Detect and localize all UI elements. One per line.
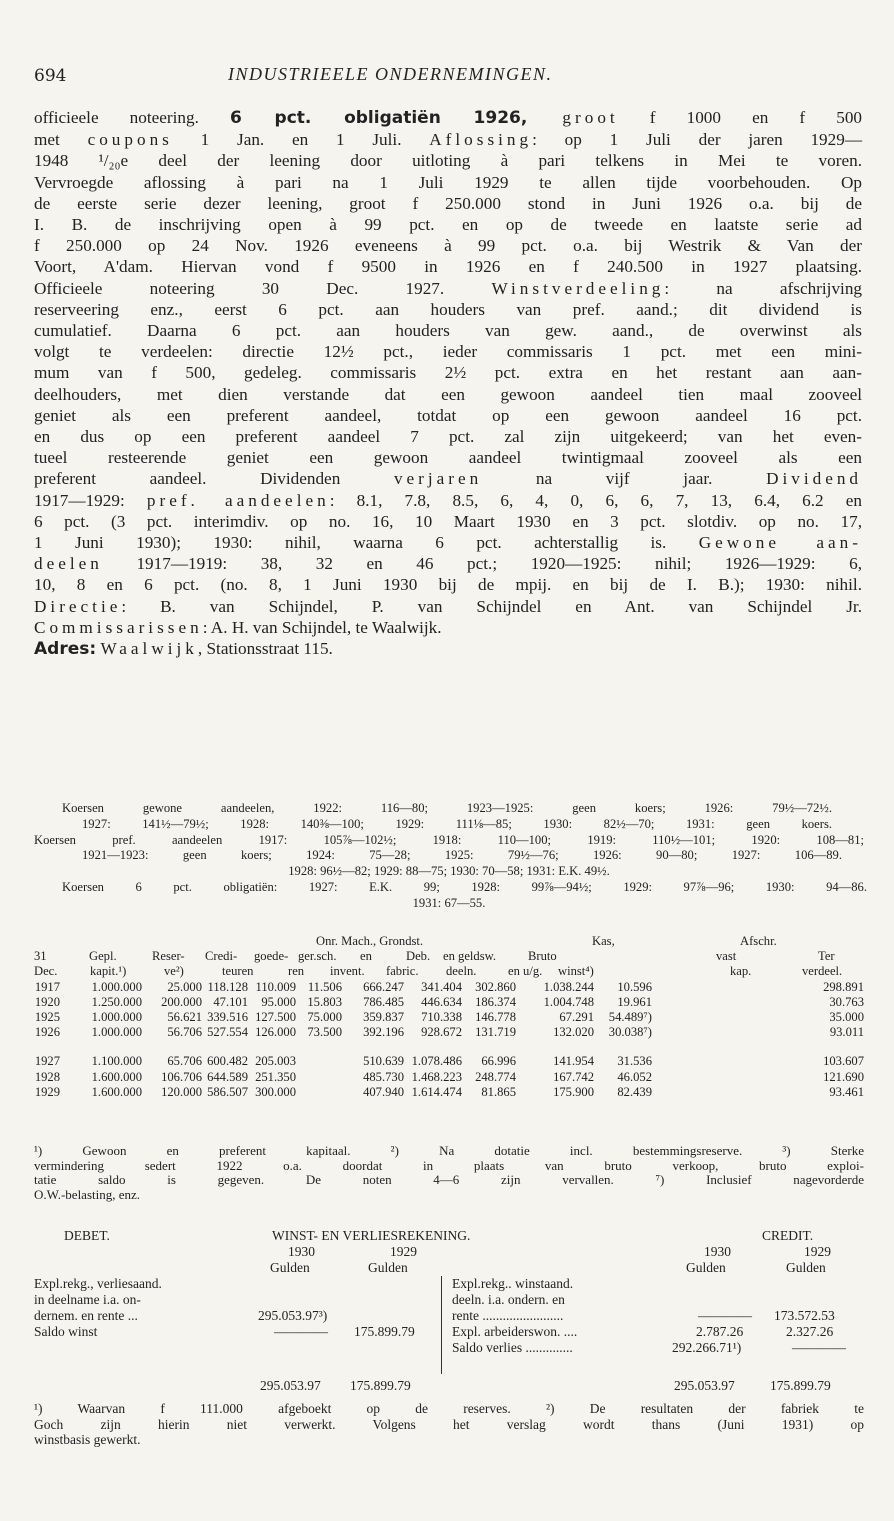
table-cell: 1.000.000 bbox=[91, 1025, 142, 1040]
table-cell: 248.774 bbox=[475, 1069, 516, 1084]
table-cell: 1917 bbox=[34, 979, 60, 994]
table-cell: 1.250.000 bbox=[91, 994, 142, 1009]
table-cell: 1920 bbox=[34, 994, 60, 1009]
table-cell: 298.891 bbox=[823, 979, 864, 994]
credit-value: 2.327.26 bbox=[786, 1324, 834, 1339]
text: 1917—1919: 38, 32 en 46 pct.; 1920—1925: nihil; 1926—1929: 6, bbox=[136, 554, 862, 574]
text: Commissarissen bbox=[34, 617, 203, 637]
koersen-line: 1928: 96½—82; 1929: 88—75; 1930: 70—58; 1931: E.K. 49½. bbox=[288, 864, 610, 879]
table-header-cell: Ter bbox=[818, 949, 835, 964]
table-cell: 131.719 bbox=[475, 1025, 516, 1040]
table-cell: 392.196 bbox=[363, 1025, 404, 1040]
unit-heading: Gulden bbox=[786, 1260, 826, 1275]
year-heading: 1929 bbox=[390, 1244, 417, 1259]
table-cell: 56.621 bbox=[167, 1009, 202, 1024]
table-cell: 446.634 bbox=[421, 994, 462, 1009]
body-line: reserveering enz., eerst 6 pct. aan houders van pref. aand.; dit dividend is bbox=[34, 299, 862, 319]
page-number: 694 bbox=[34, 66, 67, 86]
table-cell: 73.500 bbox=[307, 1025, 342, 1040]
body-line: mum van f 500, gedeleg. commissaris 2½ pct. extra en het restant aan aan- bbox=[34, 363, 862, 383]
text: : na afschrijving bbox=[664, 278, 863, 298]
table-header-row bbox=[34, 934, 864, 949]
text: Dividend bbox=[766, 469, 863, 489]
table-cell: 121.690 bbox=[823, 1069, 864, 1084]
body-line: 10, 8 en 6 pct. (no. 8, 1 Juni 1930 bij de mpij. en bij de I. B.); 1930: nihil. bbox=[34, 575, 862, 595]
year-heading: 1930 bbox=[704, 1244, 731, 1259]
statement-title: WINST- EN VERLIESREKENING. bbox=[272, 1228, 471, 1243]
table-cell: 127.500 bbox=[255, 1009, 296, 1024]
table-cell: 527.554 bbox=[207, 1025, 248, 1040]
credit-item: Expl. arbeiderswon. .... bbox=[452, 1324, 578, 1339]
text: 1917—1929: bbox=[34, 490, 125, 510]
text: Officieele noteering 30 Dec. 1927. bbox=[34, 278, 445, 298]
table-header-cell: teuren bbox=[222, 964, 254, 979]
table-cell: 132.020 bbox=[553, 1025, 594, 1040]
table-cell: 54.489⁷) bbox=[608, 1009, 652, 1024]
table-cell: 35.000 bbox=[829, 1009, 864, 1024]
text: : 8.1, 7.8, 8.5, 6, 4, 0, 6, 6, 7, 13, 6.4, 6.2 en bbox=[329, 490, 863, 510]
table-cell: 1928 bbox=[34, 1069, 60, 1084]
table-cell: 485.730 bbox=[363, 1069, 404, 1084]
table-cell: 82.439 bbox=[617, 1084, 652, 1099]
text: 1 Jan. en 1 Juli. bbox=[200, 130, 402, 150]
table-cell: 81.865 bbox=[481, 1084, 516, 1099]
body-line bbox=[34, 596, 862, 617]
table-cell: 19.961 bbox=[617, 994, 652, 1009]
table-cell: 25.000 bbox=[167, 979, 202, 994]
table-cell: 175.900 bbox=[553, 1084, 594, 1099]
table-row bbox=[34, 1010, 864, 1025]
unit-heading: Gulden bbox=[368, 1260, 408, 1275]
credit-item: rente ........................ bbox=[452, 1308, 564, 1323]
koersen-line: 1927: 141½—79½; 1928: 140⅜—100; 1929: 111⅛—85; 1930: 82½—70; 1931: geen koers. bbox=[82, 816, 832, 831]
body-line: cumulatief. Daarna 6 pct. aan houders van gew. aand., de overwinst als bbox=[34, 321, 862, 341]
unit-heading: Gulden bbox=[270, 1260, 310, 1275]
table-cell: 93.011 bbox=[829, 1025, 864, 1040]
text: : B. van Schijndel, P. van Schijndel en Ant. van Schijndel Jr. bbox=[121, 596, 862, 616]
table-header-cell: Deb. bbox=[406, 949, 431, 964]
debet-value: ———— bbox=[274, 1324, 328, 1339]
table-cell: 47.101 bbox=[213, 994, 248, 1009]
text: Aflossing bbox=[429, 130, 533, 150]
table-cell: 65.706 bbox=[167, 1054, 202, 1069]
body-line bbox=[34, 129, 862, 150]
koersen-block bbox=[34, 801, 867, 912]
credit-value: ———— bbox=[698, 1308, 752, 1323]
body-line: tueel resteerende geniet een gewoon aandeel twintigmaal zooveel als een bbox=[34, 448, 862, 468]
koersen-line: Koersen gewone aandeelen, 1922: 116—80; 1923—1925: geen koers; 1926: 79½—72½. bbox=[62, 801, 832, 815]
table-row bbox=[34, 1054, 864, 1069]
table-cell: 1.000.000 bbox=[91, 979, 142, 994]
table-cell: 1.614.474 bbox=[411, 1084, 462, 1099]
table-cell: 786.485 bbox=[363, 994, 404, 1009]
debet-item: in deelname i.a. on- bbox=[34, 1292, 141, 1307]
koersen-line: 1921—1923: geen koers; 1924: 75—28; 1925: 79½—76; 1926: 90—80; 1927: 106—89. bbox=[82, 848, 842, 863]
table-cell: 666.247 bbox=[363, 979, 404, 994]
table-header-cell: en u/g. bbox=[508, 964, 543, 979]
year-heading: 1929 bbox=[804, 1244, 831, 1259]
table-cell: 928.672 bbox=[421, 1025, 462, 1040]
table-header-cell: kapit.¹) bbox=[90, 964, 127, 979]
table-cell: 120.000 bbox=[161, 1084, 202, 1099]
text: pref. aandeelen bbox=[146, 490, 330, 510]
table-cell: 106.706 bbox=[161, 1069, 202, 1084]
table-cell: 1.004.748 bbox=[543, 994, 594, 1009]
text: 1 Juni 1930); 1930: nihil, waarna 6 pct. achterstallig is. bbox=[34, 533, 667, 553]
text: : A. H. van Schijndel, te Waalwijk. bbox=[202, 617, 442, 637]
text: Winstverdeeling bbox=[491, 278, 665, 298]
table-cell: 1927 bbox=[34, 1054, 60, 1069]
table-header-cell: 31 bbox=[34, 949, 47, 964]
table-cell: 1925 bbox=[34, 1009, 60, 1024]
table-cell: 95.000 bbox=[261, 994, 296, 1009]
table-cell: 644.589 bbox=[207, 1069, 248, 1084]
table-row bbox=[34, 995, 864, 1010]
table-cell: 103.607 bbox=[823, 1054, 864, 1069]
table-cell: 56.706 bbox=[167, 1025, 202, 1040]
credit-value: ———— bbox=[792, 1340, 846, 1355]
table-cell: 1929 bbox=[34, 1084, 60, 1099]
table-cell: 46.052 bbox=[617, 1069, 652, 1084]
credit-total: 175.899.79 bbox=[770, 1378, 831, 1393]
table-header-cell: winst⁴) bbox=[558, 964, 594, 979]
table-header-cell: Kas, bbox=[592, 934, 615, 948]
text: Waalwijk bbox=[100, 639, 198, 659]
table-row bbox=[34, 980, 864, 995]
debet-item: Saldo winst bbox=[34, 1324, 98, 1339]
body-text bbox=[34, 107, 862, 660]
credit-value: 2.787.26 bbox=[696, 1324, 744, 1339]
table-cell: 15.803 bbox=[307, 994, 342, 1009]
table-cell: 1.100.000 bbox=[91, 1054, 142, 1069]
credit-item: deeln. i.a. ondern. en bbox=[452, 1292, 565, 1307]
debet-total: 175.899.79 bbox=[350, 1378, 411, 1393]
table-cell: 75.000 bbox=[307, 1009, 342, 1024]
table-cell: 30.763 bbox=[829, 994, 864, 1009]
body-line: en dus op een preferent aandeel 7 pct. zal zijn uitgekeerd; van het even- bbox=[34, 427, 862, 447]
text: preferent aandeel. Dividenden bbox=[34, 469, 341, 489]
table-cell: 110.009 bbox=[255, 979, 296, 994]
table-header-cell: en geldsw. bbox=[443, 949, 497, 964]
table-header-cell: verdeel. bbox=[802, 964, 843, 979]
table-cell: 205.003 bbox=[255, 1054, 296, 1069]
table-header-cell: ren bbox=[288, 964, 305, 979]
text: deelen bbox=[34, 554, 103, 574]
table-header-cell: ger.sch. bbox=[298, 949, 337, 964]
table-cell: 11.506 bbox=[307, 979, 342, 994]
text: na vijf jaar. bbox=[535, 469, 713, 489]
table-cell: 1.038.244 bbox=[543, 979, 594, 994]
table-row bbox=[34, 1085, 864, 1100]
koersen-line: Koersen 6 pct. obligatiën: 1927: E.K. 99; 1928: 99⅞—94½; 1929: 97⅞—96; 1930: 94—86. bbox=[62, 879, 867, 894]
body-line: volgt te verdeelen: directie 12½ pct., ieder commissaris 1 pct. met een mini- bbox=[34, 342, 862, 362]
table-cell: 118.128 bbox=[207, 979, 248, 994]
text: Directie bbox=[34, 596, 122, 616]
table-cell: 510.639 bbox=[363, 1054, 404, 1069]
table-header-cell: vast bbox=[716, 949, 737, 964]
footnote-line: winstbasis gewerkt. bbox=[34, 1432, 141, 1448]
table-header-cell: fabric. bbox=[386, 964, 419, 979]
body-line bbox=[34, 532, 862, 553]
table-header-cell: goede- bbox=[254, 949, 289, 964]
running-title: INDUSTRIEELE ONDERNEMINGEN. bbox=[228, 64, 553, 84]
table-cell: 359.837 bbox=[363, 1009, 404, 1024]
credit-heading: CREDIT. bbox=[762, 1228, 814, 1243]
footnote-line: ¹) Gewoon en preferent kapitaal. ²) Na dotatie incl. bestemmingsreserve. ³) Sterke bbox=[34, 1143, 864, 1158]
table-header-cell: Bruto bbox=[528, 949, 557, 964]
body-line bbox=[34, 468, 862, 489]
account-divider bbox=[441, 1276, 442, 1374]
text: groot bbox=[527, 108, 619, 127]
table-cell: 167.742 bbox=[553, 1069, 594, 1084]
text: coupons bbox=[87, 130, 173, 150]
text: : op 1 Juli der jaren 1929— bbox=[532, 130, 863, 150]
table-header-cell: Credi- bbox=[205, 949, 238, 964]
table-cell: 67.291 bbox=[559, 1009, 594, 1024]
table-cell: 30.038⁷) bbox=[608, 1025, 652, 1040]
text: Gewone aan- bbox=[698, 533, 862, 553]
body-line: Vervroegde aflossing à pari na 1 Juli 1929 te allen tijde voorbehouden. Op bbox=[34, 172, 862, 192]
table-header-cell: Gepl. bbox=[89, 949, 117, 964]
text: officieele noteering. bbox=[34, 108, 230, 127]
body-line bbox=[34, 553, 862, 574]
debet-value: 175.899.79 bbox=[354, 1324, 415, 1339]
table-cell: 1.600.000 bbox=[91, 1069, 142, 1084]
table-header-cell: Onr. Mach., Grondst. bbox=[316, 934, 424, 948]
credit-value: 173.572.53 bbox=[774, 1308, 835, 1323]
table-header-cell: invent. bbox=[330, 964, 365, 979]
text: verjaren bbox=[393, 469, 483, 489]
koersen-line: 1931: 67—55. bbox=[412, 895, 486, 910]
statement-footnotes bbox=[34, 1401, 864, 1448]
footnote-line: O.W.-belasting, enz. bbox=[34, 1186, 141, 1202]
table-cell: 186.374 bbox=[475, 994, 516, 1009]
table-cell: 10.596 bbox=[617, 979, 652, 994]
table-cell: 1.600.000 bbox=[91, 1084, 142, 1099]
koersen-line: Koersen pref. aandeelen 1917: 105⅞—102½; 1918: 110—100; 1919: 110½—101; 1920: 108—81; bbox=[34, 832, 864, 847]
table-cell: 339.516 bbox=[207, 1009, 248, 1024]
table-header-cell: deeln. bbox=[446, 964, 477, 979]
bond-heading: 6 pct. obligatiën 1926, bbox=[229, 108, 528, 128]
table-cell: 1926 bbox=[34, 1025, 60, 1040]
table-cell: 126.000 bbox=[255, 1025, 296, 1040]
table-footnotes bbox=[34, 1144, 864, 1202]
table-cell: 586.507 bbox=[207, 1084, 248, 1099]
footnote-line: Goch zijn hierin niet verwerkt. Volgens het verslag wordt thans (Juni 1931) op bbox=[34, 1416, 864, 1432]
debet-item: dernem. en rente ... bbox=[34, 1308, 138, 1323]
table-cell: 141.954 bbox=[553, 1054, 594, 1069]
body-line: I. B. de inschrijving open à 99 pct. en op de tweede en laatste serie ad bbox=[34, 215, 862, 235]
table-cell: 146.778 bbox=[475, 1009, 516, 1024]
table-header-cell: Afschr. bbox=[740, 934, 777, 948]
body-line bbox=[34, 278, 862, 299]
table-header-row bbox=[34, 949, 864, 964]
text: , Stationsstraat 115. bbox=[197, 639, 333, 659]
debet-value: 295.053.97³) bbox=[258, 1308, 328, 1323]
body-line: de eerste serie dezer leening, groot f 250.000 stond in Juni 1926 o.a. bij de bbox=[34, 193, 862, 213]
table-header-row bbox=[34, 964, 864, 979]
table-cell: 66.996 bbox=[481, 1054, 516, 1069]
unit-heading: Gulden bbox=[686, 1260, 726, 1275]
table-cell: 341.404 bbox=[421, 979, 462, 994]
credit-item: Saldo verlies .............. bbox=[452, 1340, 573, 1355]
table-cell: 31.536 bbox=[617, 1054, 652, 1069]
table-header-cell: kap. bbox=[730, 964, 752, 979]
body-line bbox=[34, 107, 862, 129]
credit-value: 292.266.71¹) bbox=[672, 1340, 742, 1355]
table-gap bbox=[34, 1040, 864, 1054]
table-header-cell: ve²) bbox=[164, 964, 184, 979]
table-row bbox=[34, 1025, 864, 1040]
table-body bbox=[34, 980, 864, 1100]
debet-total: 295.053.97 bbox=[260, 1378, 321, 1393]
text: f 1000 en f 500 bbox=[618, 108, 863, 127]
financial-table bbox=[34, 934, 864, 1100]
debet-item: Expl.rekg., verliesaand. bbox=[34, 1276, 162, 1291]
table-cell: 251.350 bbox=[255, 1069, 296, 1084]
table-cell: 93.461 bbox=[829, 1084, 864, 1099]
body-line: deelhouders, met dien verstande dat een gewoon aandeel tien maal zooveel bbox=[34, 384, 862, 404]
body-line: geniet als een preferent aandeel, totdat op een gewoon aandeel 16 pct. bbox=[34, 405, 862, 425]
footnote-line: vermindering sedert 1922 o.a. doordat in plaats van bruto verkoop, bruto exploi- bbox=[34, 1157, 864, 1173]
table-header-cell: Dec. bbox=[34, 964, 58, 979]
credit-total: 295.053.97 bbox=[674, 1378, 735, 1393]
table-cell: 407.940 bbox=[363, 1084, 404, 1099]
body-line: f 250.000 op 24 Nov. 1926 eveneens à 99 pct. o.a. bij Westrik & Van der bbox=[34, 236, 862, 256]
credit-item: Expl.rekg.. winstaand. bbox=[452, 1276, 574, 1291]
table-cell: 1.078.486 bbox=[411, 1054, 462, 1069]
table-cell: 1.468.223 bbox=[411, 1069, 462, 1084]
table-cell: 710.338 bbox=[421, 1009, 462, 1024]
table-cell: 200.000 bbox=[161, 994, 202, 1009]
body-line: 6 pct. (3 pct. interimdiv. op no. 16, 10 Maart 1930 en 3 pct. slotdiv. op no. 17, bbox=[34, 511, 862, 531]
body-line bbox=[34, 638, 862, 660]
table-header-cell: en bbox=[360, 949, 372, 964]
table-cell: 1.000.000 bbox=[91, 1009, 142, 1024]
table-cell: 300.000 bbox=[255, 1084, 296, 1099]
table-row bbox=[34, 1070, 864, 1085]
table-cell: 600.482 bbox=[207, 1054, 248, 1069]
body-line bbox=[34, 617, 862, 638]
body-line: Voort, A'dam. Hiervan vond f 9500 in 1926 en f 240.500 in 1927 plaatsing. bbox=[34, 257, 862, 277]
footnote-line: tatie saldo is gegeven. De noten 4—6 zijn vervallen. ⁷) Inclusief nagevorderde bbox=[34, 1172, 864, 1188]
body-line: 1948 ¹/₂₀e deel der leening door uitloting à pari telkens in Mei te voren. bbox=[34, 151, 862, 171]
address-label: Adres: bbox=[34, 639, 97, 660]
table-header-cell: Reser- bbox=[152, 949, 185, 964]
year-heading: 1930 bbox=[288, 1244, 315, 1259]
footnote-line: ¹) Waarvan f 111.000 afgeboekt op de reserves. ²) De resultaten der fabriek te bbox=[34, 1401, 864, 1416]
table-cell: 302.860 bbox=[475, 979, 516, 994]
body-line bbox=[34, 490, 862, 511]
debet-heading: DEBET. bbox=[64, 1228, 110, 1243]
text: met bbox=[34, 130, 60, 150]
